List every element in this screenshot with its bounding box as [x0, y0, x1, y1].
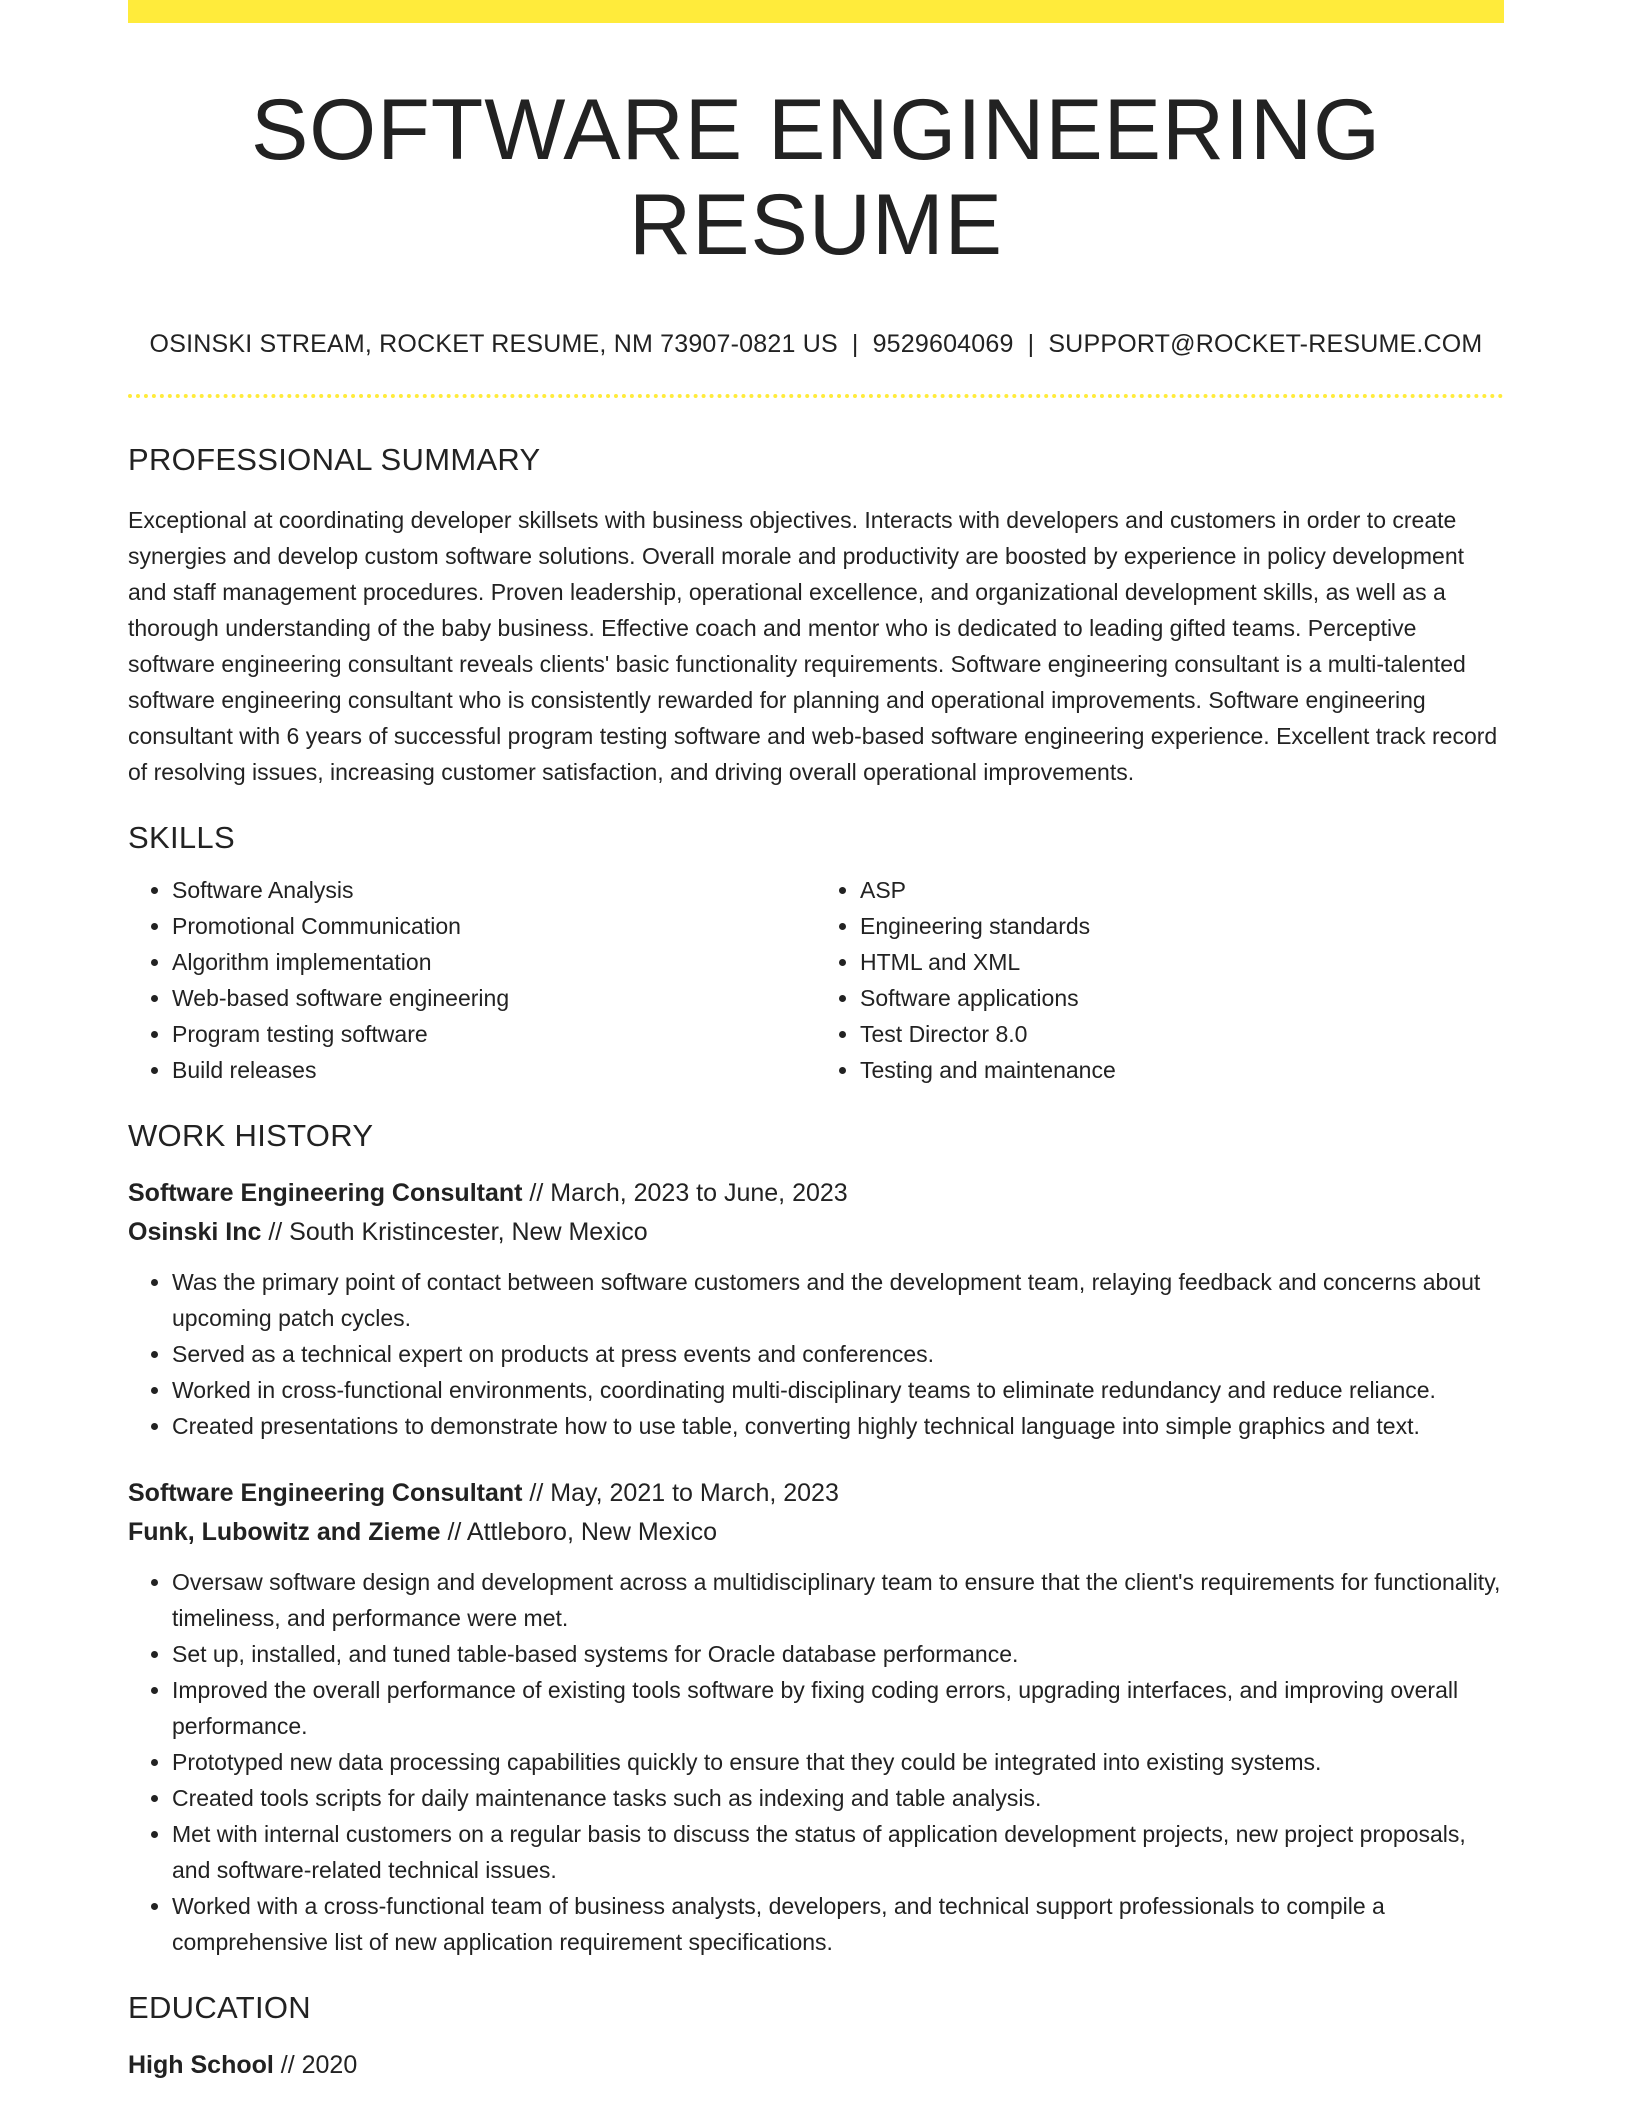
work-history-heading: WORK HISTORY	[128, 1118, 374, 1154]
skill-item: • HTML and XML	[860, 944, 1504, 980]
job-dates: // May, 2021 to March, 2023	[522, 1479, 839, 1508]
job-bullet: • Improved the overall performance of existing tools software by fixing coding errors, upgrading interfaces, and improving overall performance.	[172, 1672, 1504, 1744]
job-location: // Attleboro, New Mexico	[440, 1518, 718, 1547]
job-bullet: • Worked with a cross-functional team of business analysts, developers, and technical support professionals to compile a comprehensive list of new application requirement specifications.	[172, 1888, 1504, 1960]
job-entry	[128, 1474, 1504, 1960]
education-heading: EDUCATION	[128, 1990, 311, 2026]
skills-list	[128, 872, 1504, 1088]
education-entry	[128, 2046, 1504, 2085]
job-bullet: • Prototyped new data processing capabilities quickly to ensure that they could be integrated into existing systems.	[172, 1744, 1504, 1780]
education-year: // 2020	[273, 2051, 358, 2080]
skill-item: • Engineering standards	[860, 908, 1504, 944]
job-bullet: • Was the primary point of contact between software customers and the development team, relaying feedback and concerns about upcoming patch cycles.	[172, 1264, 1504, 1336]
job-bullets	[128, 1564, 1504, 1960]
job-company: Osinski Inc	[128, 1218, 262, 1247]
resume-page	[128, 0, 1504, 2085]
skill-item: • Promotional Communication	[172, 908, 816, 944]
top-accent-bar	[128, 0, 1504, 23]
job-role-line	[128, 1174, 1504, 1213]
summary-text: Exceptional at coordinating developer skillsets with business objectives. Interacts with developers and customers in order to create synergies and develop custom software solutions. Overall morale and productivity are boosted by experience in policy development and staff management procedures. Proven leadership, operational excellence, and organizational development skills, as well as a thorough understanding of the baby business. Effective coach and mentor who is dedicated to leading gifted teams. Perceptive software engineering consultant reveals clients' basic functionality requirements. Software engineering consultant is a multi-talented software engineering consultant who is consistently rewarded for planning and operational improvements. Software engineering consultant with 6 years of successful program testing software and web-based software engineering experience. Excellent track record of resolving issues, increasing customer satisfaction, and driving overall operational improvements.	[128, 507, 1498, 786]
job-company-line	[128, 1213, 1504, 1252]
skill-item: • Test Director 8.0	[860, 1016, 1504, 1052]
skill-item: • Software applications	[860, 980, 1504, 1016]
job-bullet: • Created tools scripts for daily maintenance tasks such as indexing and table analysis.	[172, 1780, 1504, 1816]
resume-title: SOFTWARE ENGINEERING RESUME	[250, 82, 1382, 273]
contact-address: OSINSKI STREAM, ROCKET RESUME, NM 73907-0821 US	[149, 330, 838, 359]
skill-item: • Algorithm implementation	[172, 944, 816, 980]
summary-heading: PROFESSIONAL SUMMARY	[128, 442, 541, 478]
contact-separator: |	[851, 330, 859, 359]
skills-column-right	[816, 872, 1504, 1088]
header-divider	[128, 394, 1504, 398]
job-role: Software Engineering Consultant	[128, 1179, 523, 1208]
education-degree: High School	[128, 2051, 274, 2080]
job-bullet: • Set up, installed, and tuned table-based systems for Oracle database performance.	[172, 1636, 1504, 1672]
contact-email: SUPPORT@ROCKET-RESUME.COM	[1048, 330, 1483, 359]
skill-item: • Build releases	[172, 1052, 816, 1088]
contact-separator: |	[1027, 330, 1035, 359]
skill-item: • Testing and maintenance	[860, 1052, 1504, 1088]
job-dates: // March, 2023 to June, 2023	[522, 1179, 848, 1208]
job-entry	[128, 1174, 1504, 1444]
contact-phone: 9529604069	[872, 330, 1014, 359]
contact-line	[128, 330, 1504, 359]
skill-item: • Software Analysis	[172, 872, 816, 908]
job-company-line	[128, 1513, 1504, 1552]
skills-heading: SKILLS	[128, 820, 235, 856]
job-bullets	[128, 1264, 1504, 1444]
job-company: Funk, Lubowitz and Zieme	[128, 1518, 441, 1547]
skill-item: • Web-based software engineering	[172, 980, 816, 1016]
job-role: Software Engineering Consultant	[128, 1479, 523, 1508]
job-bullet: • Worked in cross-functional environments, coordinating multi-disciplinary teams to eliminate redundancy and reduce reliance.	[172, 1372, 1504, 1408]
job-location: // South Kristincester, New Mexico	[261, 1218, 648, 1247]
job-bullet: • Served as a technical expert on products at press events and conferences.	[172, 1336, 1504, 1372]
skill-item: • ASP	[860, 872, 1504, 908]
skills-column-left	[128, 872, 816, 1088]
job-bullet: • Met with internal customers on a regular basis to discuss the status of application development projects, new project proposals, and software-related technical issues.	[172, 1816, 1504, 1888]
job-role-line	[128, 1474, 1504, 1513]
skill-item: • Program testing software	[172, 1016, 816, 1052]
job-bullet: • Oversaw software design and development across a multidisciplinary team to ensure that the client's requirements for functionality, timeliness, and performance were met.	[172, 1564, 1504, 1636]
job-bullet: • Created presentations to demonstrate how to use table, converting highly technical language into simple graphics and text.	[172, 1408, 1504, 1444]
